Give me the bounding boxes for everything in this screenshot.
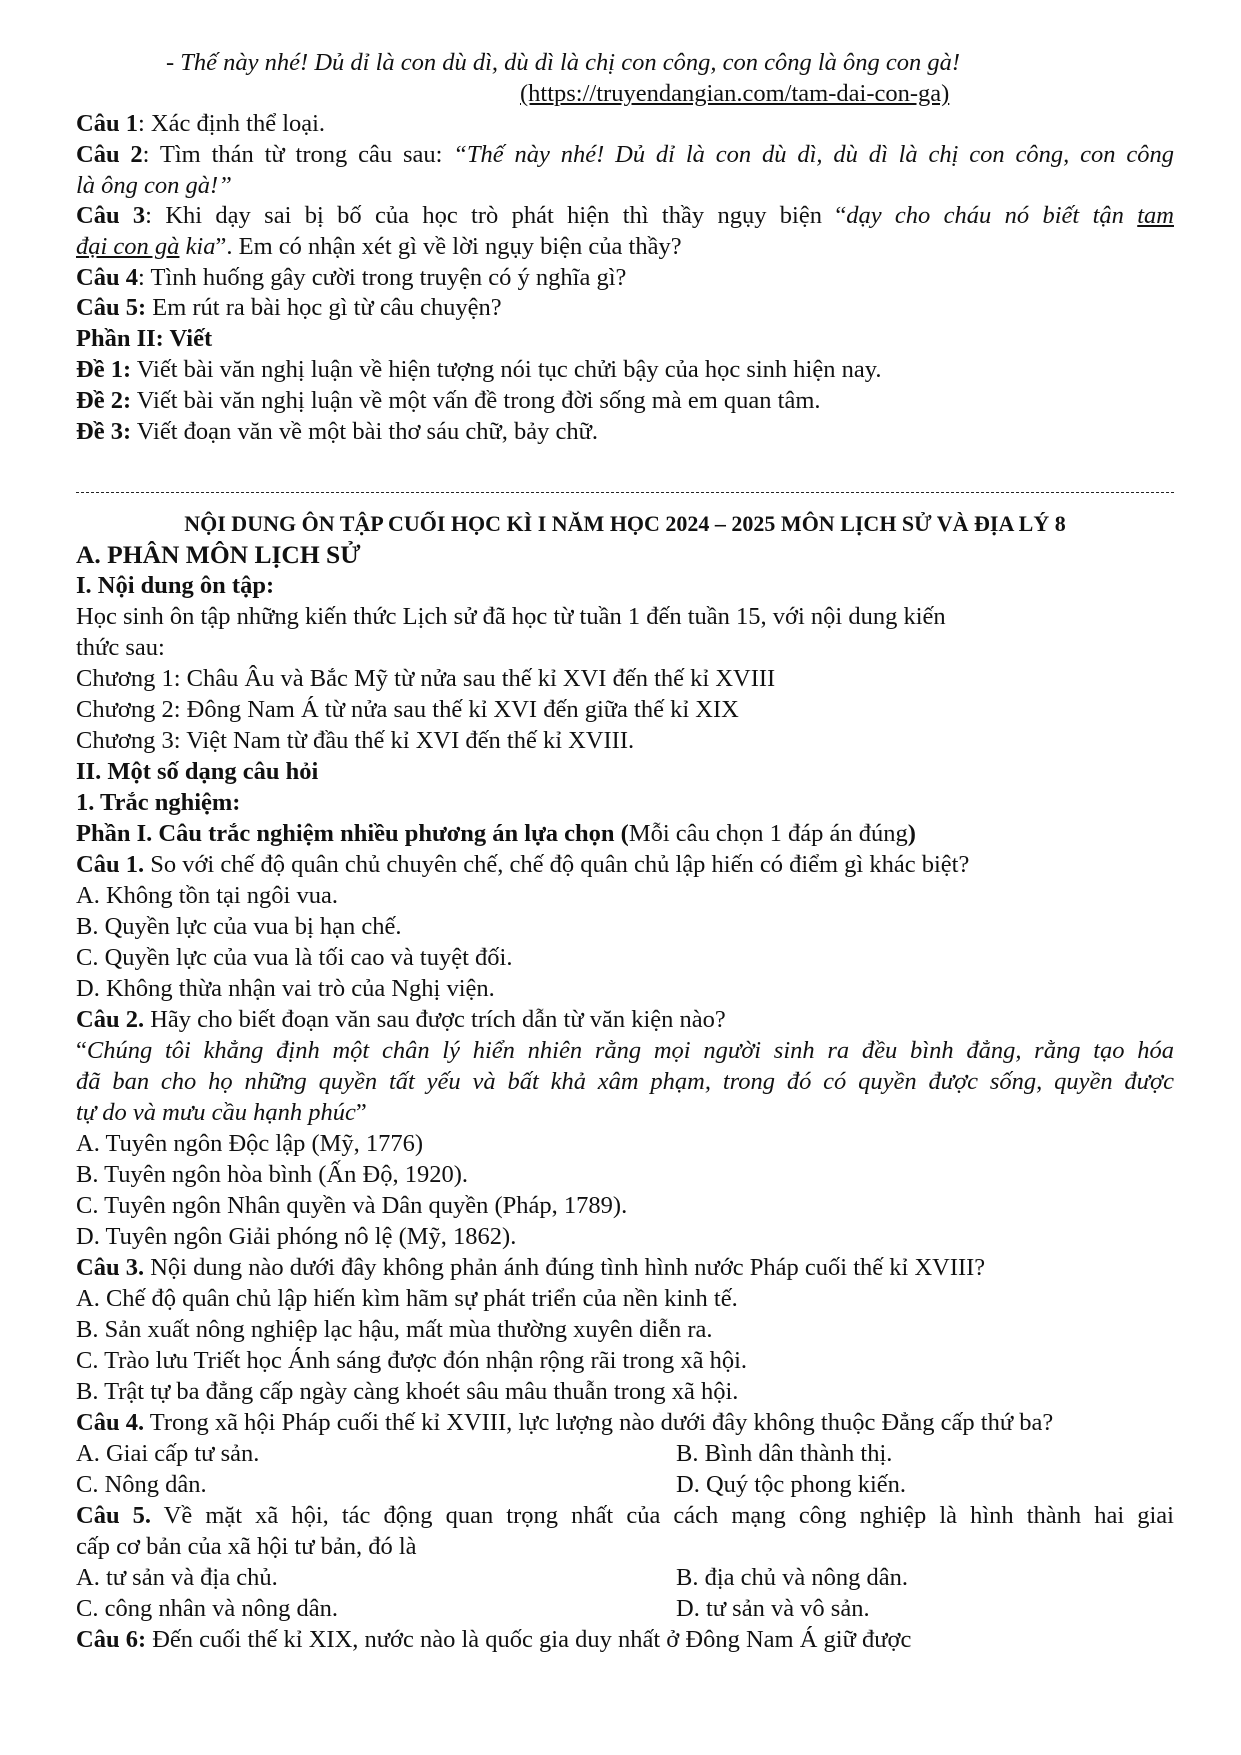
reading-question-1: Câu 1: Xác định thể loại. <box>76 110 326 137</box>
q5-option-d: D. tư sản và vô sản. <box>676 1595 870 1622</box>
q1-option-d: D. Không thừa nhận vai trò của Nghị viện. <box>76 975 495 1002</box>
writing-topic-2: Đề 2: Viết bài văn nghị luận về một vấn đề trong đời sống mà em quan tâm. <box>76 387 821 414</box>
reading-question-2-cont: là ông con gà!” <box>76 172 232 199</box>
q1-option-c: C. Quyền lực của vua là tối cao và tuyệt đối. <box>76 944 513 971</box>
q5-options-row-2 <box>76 1593 1174 1624</box>
reading-question-3-cont: đại con gà kia”. Em có nhận xét gì về lời ngụy biện của thầy? <box>76 233 682 260</box>
q5-option-c: C. công nhân và nông dân. <box>76 1595 338 1622</box>
q3-option-c: C. Trào lưu Triết học Ánh sáng được đón nhận rộng rãi trong xã hội. <box>76 1347 748 1374</box>
part-a-heading: A. PHÂN MÔN LỊCH SỬ <box>76 540 361 569</box>
reading-question-2: Câu 2: Tìm thán từ trong câu sau: “Thế này nhé! Dủ dỉ là con dù dì, dù dì là chị con công, con công <box>76 141 1174 168</box>
dashed-separator <box>76 492 1174 493</box>
reading-question-4: Câu 4: Tình huống gây cười trong truyện có ý nghĩa gì? <box>76 264 627 291</box>
review-title: NỘI DUNG ÔN TẬP CUỐI HỌC KÌ I NĂM HỌC 2024 – 2025 MÔN LỊCH SỬ VÀ ĐỊA LÝ 8 <box>184 511 1066 536</box>
q2-quote-line-1: “Chúng tôi khẳng định một chân lý hiển nhiên rằng mọi người sinh ra đều bình đẳng, rằng tạo hóa <box>76 1037 1174 1064</box>
story-quote: - Thế này nhé! Dủ dỉ là con dù dì, dù dì là chị con công, con công là ông con gà! <box>166 49 961 76</box>
q5-option-b: B. địa chủ và nông dân. <box>676 1564 909 1591</box>
question-5-cont: cấp cơ bản của xã hội tư bản, đó là <box>76 1533 417 1560</box>
writing-topic-1: Đề 1: Viết bài văn nghị luận về hiện tượng nói tục chửi bậy của học sinh hiện nay. <box>76 356 882 383</box>
q2-quote-line-3: tự do và mưu cầu hạnh phúc” <box>76 1099 367 1126</box>
q5-options-row-1 <box>76 1562 1174 1593</box>
sub-heading-multiple-choice: 1. Trắc nghiệm: <box>76 789 241 816</box>
q3-option-b: B. Sản xuất nông nghiệp lạc hậu, mất mùa thường xuyên diễn ra. <box>76 1316 713 1343</box>
chapter-2: Chương 2: Đông Nam Á từ nửa sau thế kỉ XVI đến giữa thế kỉ XIX <box>76 696 739 723</box>
chapter-3: Chương 3: Việt Nam từ đầu thế kỉ XVI đến thế kỉ XVIII. <box>76 727 635 754</box>
q2-option-b: B. Tuyên ngôn hòa bình (Ấn Độ, 1920). <box>76 1161 469 1188</box>
question-6: Câu 6: Đến cuối thế kỉ XIX, nước nào là quốc gia duy nhất ở Đông Nam Á giữ được <box>76 1626 912 1653</box>
q2-option-a: A. Tuyên ngôn Độc lập (Mỹ, 1776) <box>76 1130 424 1157</box>
q2-quote-line-2: đã ban cho họ những quyền tất yếu và bất khả xâm phạm, trong đó có quyền được sống, quyền được <box>76 1068 1174 1095</box>
q4-options-row-2 <box>76 1469 1174 1500</box>
q4-option-c: C. Nông dân. <box>76 1471 207 1498</box>
q5-option-a: A. tư sản và địa chủ. <box>76 1564 278 1591</box>
q4-option-b: B. Bình dân thành thị. <box>676 1440 893 1467</box>
q3-option-a: A. Chế độ quân chủ lập hiến kìm hãm sự phát triển của nền kinh tế. <box>76 1285 738 1312</box>
intro-line-2: thức sau: <box>76 634 165 661</box>
part-1-heading: Phần I. Câu trắc nghiệm nhiều phương án lựa chọn (Mỗi câu chọn 1 đáp án đúng) <box>76 820 916 847</box>
q1-option-b: B. Quyền lực của vua bị hạn chế. <box>76 913 402 940</box>
chapter-1: Chương 1: Châu Âu và Bắc Mỹ từ nửa sau thế kỉ XVI đến thế kỉ XVIII <box>76 665 776 692</box>
q2-option-d: D. Tuyên ngôn Giải phóng nô lệ (Mỹ, 1862). <box>76 1223 517 1250</box>
question-3: Câu 3. Nội dung nào dưới đây không phản ánh đúng tình hình nước Pháp cuối thế kỉ XVIII? <box>76 1254 986 1281</box>
q2-option-c: C. Tuyên ngôn Nhân quyền và Dân quyền (Pháp, 1789). <box>76 1192 628 1219</box>
question-5: Câu 5. Về mặt xã hội, tác động quan trọng nhất của cách mạng công nghiệp là hình thành hai giai <box>76 1502 1174 1529</box>
question-2: Câu 2. Hãy cho biết đoạn văn sau được trích dẫn từ văn kiện nào? <box>76 1006 726 1033</box>
q4-option-a: A. Giai cấp tư sản. <box>76 1440 260 1467</box>
writing-topic-3: Đề 3: Viết đoạn văn về một bài thơ sáu chữ, bảy chữ. <box>76 418 599 445</box>
q4-options-row-1 <box>76 1438 1174 1469</box>
q4-option-d: D. Quý tộc phong kiến. <box>676 1471 906 1498</box>
intro-line-1: Học sinh ôn tập những kiến thức Lịch sử đã học từ tuần 1 đến tuần 15, với nội dung kiến <box>76 603 946 630</box>
question-1: Câu 1. So với chế độ quân chủ chuyên chế, chế độ quân chủ lập hiến có điểm gì khác biệt? <box>76 851 970 878</box>
q3-option-d: B. Trật tự ba đẳng cấp ngày càng khoét sâu mâu thuẫn trong xã hội. <box>76 1378 739 1405</box>
reading-question-3: Câu 3: Khi dạy sai bị bố của học trò phát hiện thì thầy ngụy biện “dạy cho cháu nó biết tận tam <box>76 202 1174 229</box>
section-2-heading: II. Một số dạng câu hỏi <box>76 758 319 785</box>
story-source-link[interactable]: (https://truyendangian.com/tam-dai-con-ga) <box>520 80 950 107</box>
q1-option-a: A. Không tồn tại ngôi vua. <box>76 882 338 909</box>
reading-question-5: Câu 5: Em rút ra bài học gì từ câu chuyện? <box>76 294 502 321</box>
section-1-heading: I. Nội dung ôn tập: <box>76 572 275 599</box>
question-4: Câu 4. Trong xã hội Pháp cuối thế kỉ XVIII, lực lượng nào dưới đây không thuộc Đẳng cấp thứ ba? <box>76 1409 1054 1436</box>
writing-heading: Phần II: Viết <box>76 325 213 352</box>
